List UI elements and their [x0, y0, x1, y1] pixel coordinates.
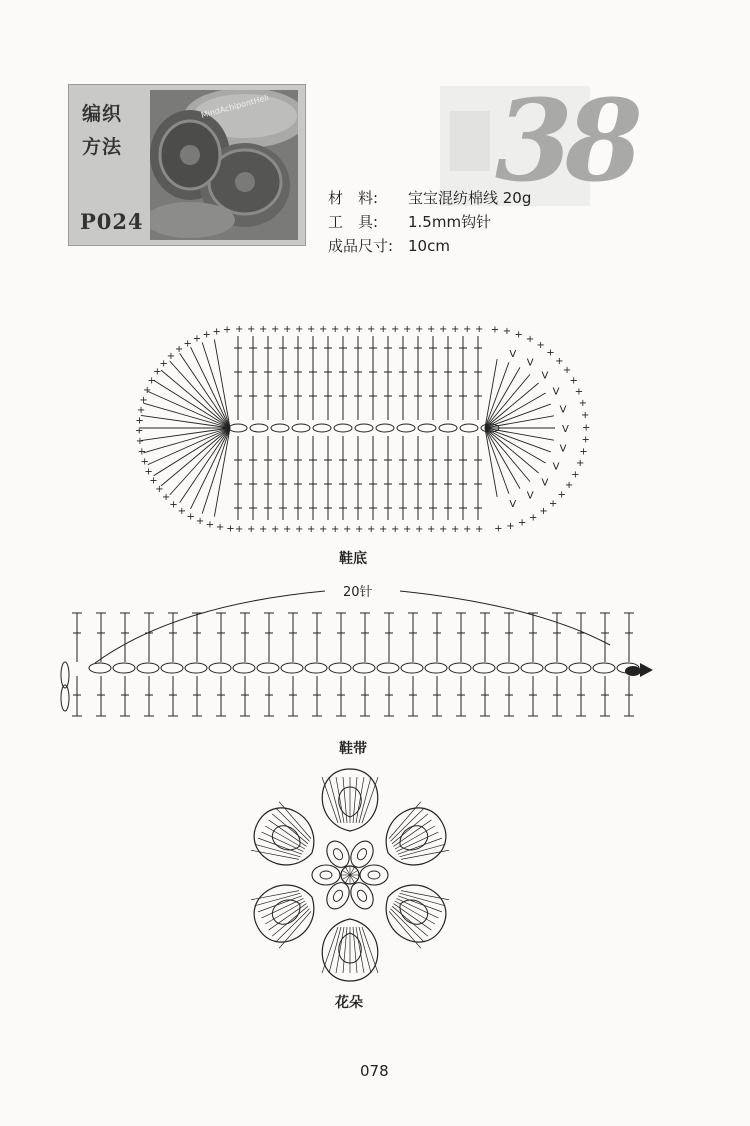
svg-text:+: + — [475, 324, 484, 335]
spec-row — [328, 211, 531, 232]
svg-text:V: V — [562, 424, 569, 435]
svg-text:+: + — [367, 524, 376, 535]
svg-text:+: + — [427, 524, 436, 535]
svg-text:V: V — [541, 370, 549, 382]
svg-text:+: + — [222, 324, 232, 336]
materials-spec — [328, 187, 531, 256]
svg-text:+: + — [578, 398, 587, 410]
svg-text:+: + — [557, 489, 566, 501]
svg-text:+: + — [451, 324, 460, 335]
photo-label: MindAchipontHeli — [200, 93, 270, 120]
svg-text:+: + — [307, 324, 316, 335]
svg-text:+: + — [581, 422, 591, 434]
svg-text:+: + — [283, 524, 292, 535]
svg-text:+: + — [439, 524, 448, 535]
svg-text:+: + — [215, 522, 225, 534]
svg-text:+: + — [226, 523, 235, 535]
svg-text:+: + — [528, 512, 538, 524]
svg-text:+: + — [331, 524, 340, 535]
svg-text:+: + — [174, 344, 184, 356]
svg-text:+: + — [271, 324, 280, 335]
strap-caption: 鞋带 — [339, 741, 367, 757]
svg-text:+: + — [319, 324, 328, 335]
svg-text:+: + — [562, 365, 572, 377]
svg-text:+: + — [581, 410, 590, 422]
svg-text:+: + — [343, 524, 352, 535]
label-knitting: 编织 — [82, 103, 123, 125]
svg-text:+: + — [502, 326, 512, 338]
svg-text:+: + — [149, 475, 158, 487]
svg-text:+: + — [575, 458, 585, 470]
svg-text:V: V — [552, 461, 560, 473]
label-method: 方法 — [82, 136, 123, 158]
svg-text:+: + — [571, 469, 580, 481]
svg-text:+: + — [183, 338, 192, 350]
svg-text:+: + — [155, 484, 164, 496]
svg-text:V: V — [541, 477, 549, 489]
svg-text:+: + — [135, 425, 144, 437]
svg-text:+: + — [205, 519, 215, 531]
svg-text:+: + — [212, 326, 221, 338]
svg-text:+: + — [247, 524, 256, 535]
svg-text:+: + — [153, 366, 162, 378]
svg-text:+: + — [355, 324, 364, 335]
svg-text:+: + — [581, 434, 590, 446]
spec-value: 10cm — [408, 237, 450, 255]
svg-text:+: + — [331, 324, 340, 335]
svg-text:+: + — [166, 350, 176, 362]
svg-text:+: + — [271, 524, 280, 535]
svg-text:+: + — [564, 479, 574, 491]
svg-text:+: + — [415, 324, 424, 335]
svg-text:+: + — [379, 524, 388, 535]
svg-text:+: + — [546, 347, 555, 359]
svg-text:+: + — [574, 386, 584, 398]
svg-text:+: + — [403, 324, 412, 335]
svg-text:+: + — [548, 498, 558, 510]
svg-text:+: + — [539, 505, 548, 517]
spec-key: 工 具: — [328, 213, 379, 231]
svg-text:+: + — [525, 334, 535, 346]
sole-crochet-chart — [120, 310, 600, 550]
product-photo — [150, 90, 298, 240]
svg-text:+: + — [391, 524, 400, 535]
svg-text:+: + — [415, 524, 424, 535]
svg-text:V: V — [509, 348, 517, 360]
svg-text:+: + — [307, 524, 316, 535]
svg-text:+: + — [161, 492, 171, 504]
svg-text:+: + — [490, 324, 500, 336]
spec-key: 材 料: — [328, 189, 379, 207]
svg-text:+: + — [147, 375, 156, 387]
svg-text:+: + — [169, 499, 178, 511]
svg-text:+: + — [439, 324, 448, 335]
spec-row — [328, 235, 531, 256]
svg-text:+: + — [463, 524, 472, 535]
pattern-header-card — [68, 84, 306, 246]
svg-text:+: + — [475, 524, 484, 535]
svg-text:V: V — [509, 499, 517, 511]
strap-crochet-chart — [55, 585, 665, 730]
svg-text:+: + — [451, 524, 460, 535]
svg-text:+: + — [259, 324, 268, 335]
svg-text:+: + — [195, 516, 205, 528]
strap-count-label: 20针 — [343, 585, 373, 600]
pattern-code: P024 — [80, 209, 144, 234]
svg-text:+: + — [494, 523, 503, 535]
svg-text:V: V — [526, 490, 534, 502]
svg-text:+: + — [517, 517, 527, 529]
svg-text:+: + — [136, 404, 146, 416]
spec-row — [328, 187, 531, 208]
svg-text:+: + — [235, 524, 244, 535]
svg-text:+: + — [391, 324, 400, 335]
svg-text:+: + — [135, 436, 145, 448]
svg-text:+: + — [144, 466, 153, 478]
svg-text:+: + — [379, 324, 388, 335]
svg-text:+: + — [569, 375, 578, 387]
svg-text:+: + — [202, 329, 211, 341]
svg-text:+: + — [427, 324, 436, 335]
flower-crochet-chart — [230, 765, 470, 985]
svg-text:+: + — [137, 446, 146, 458]
svg-text:+: + — [403, 524, 412, 535]
spec-value: 1.5mm钩针 — [408, 213, 492, 231]
svg-text:+: + — [506, 521, 515, 533]
svg-text:+: + — [140, 456, 149, 468]
svg-text:+: + — [235, 324, 244, 335]
svg-text:+: + — [579, 446, 588, 458]
svg-text:+: + — [186, 511, 195, 523]
svg-text:+: + — [247, 324, 256, 335]
svg-text:V: V — [526, 357, 534, 369]
svg-text:+: + — [367, 324, 376, 335]
spec-value: 宝宝混纺棉线 20g — [408, 189, 532, 207]
svg-text:+: + — [319, 524, 328, 535]
svg-text:V: V — [559, 404, 567, 416]
svg-text:+: + — [139, 394, 148, 406]
svg-text:V: V — [559, 443, 567, 455]
svg-text:+: + — [259, 524, 268, 535]
svg-text:+: + — [135, 415, 144, 427]
flower-caption: 花朵 — [335, 995, 363, 1011]
svg-text:+: + — [555, 355, 564, 367]
spec-key: 成品尺寸: — [328, 237, 394, 255]
svg-text:V: V — [552, 386, 560, 398]
page-number: 078 — [360, 1062, 389, 1080]
svg-text:+: + — [283, 324, 292, 335]
svg-text:+: + — [295, 524, 304, 535]
sole-caption: 鞋底 — [339, 551, 367, 567]
pattern-number: 38 — [495, 76, 635, 207]
svg-text:+: + — [192, 333, 202, 345]
svg-text:+: + — [295, 324, 304, 335]
svg-text:+: + — [177, 505, 187, 517]
svg-text:+: + — [355, 524, 364, 535]
svg-text:+: + — [463, 324, 472, 335]
svg-text:+: + — [159, 358, 168, 370]
svg-text:+: + — [343, 324, 352, 335]
svg-text:+: + — [514, 329, 523, 341]
svg-text:+: + — [536, 340, 545, 352]
svg-text:+: + — [142, 384, 152, 396]
